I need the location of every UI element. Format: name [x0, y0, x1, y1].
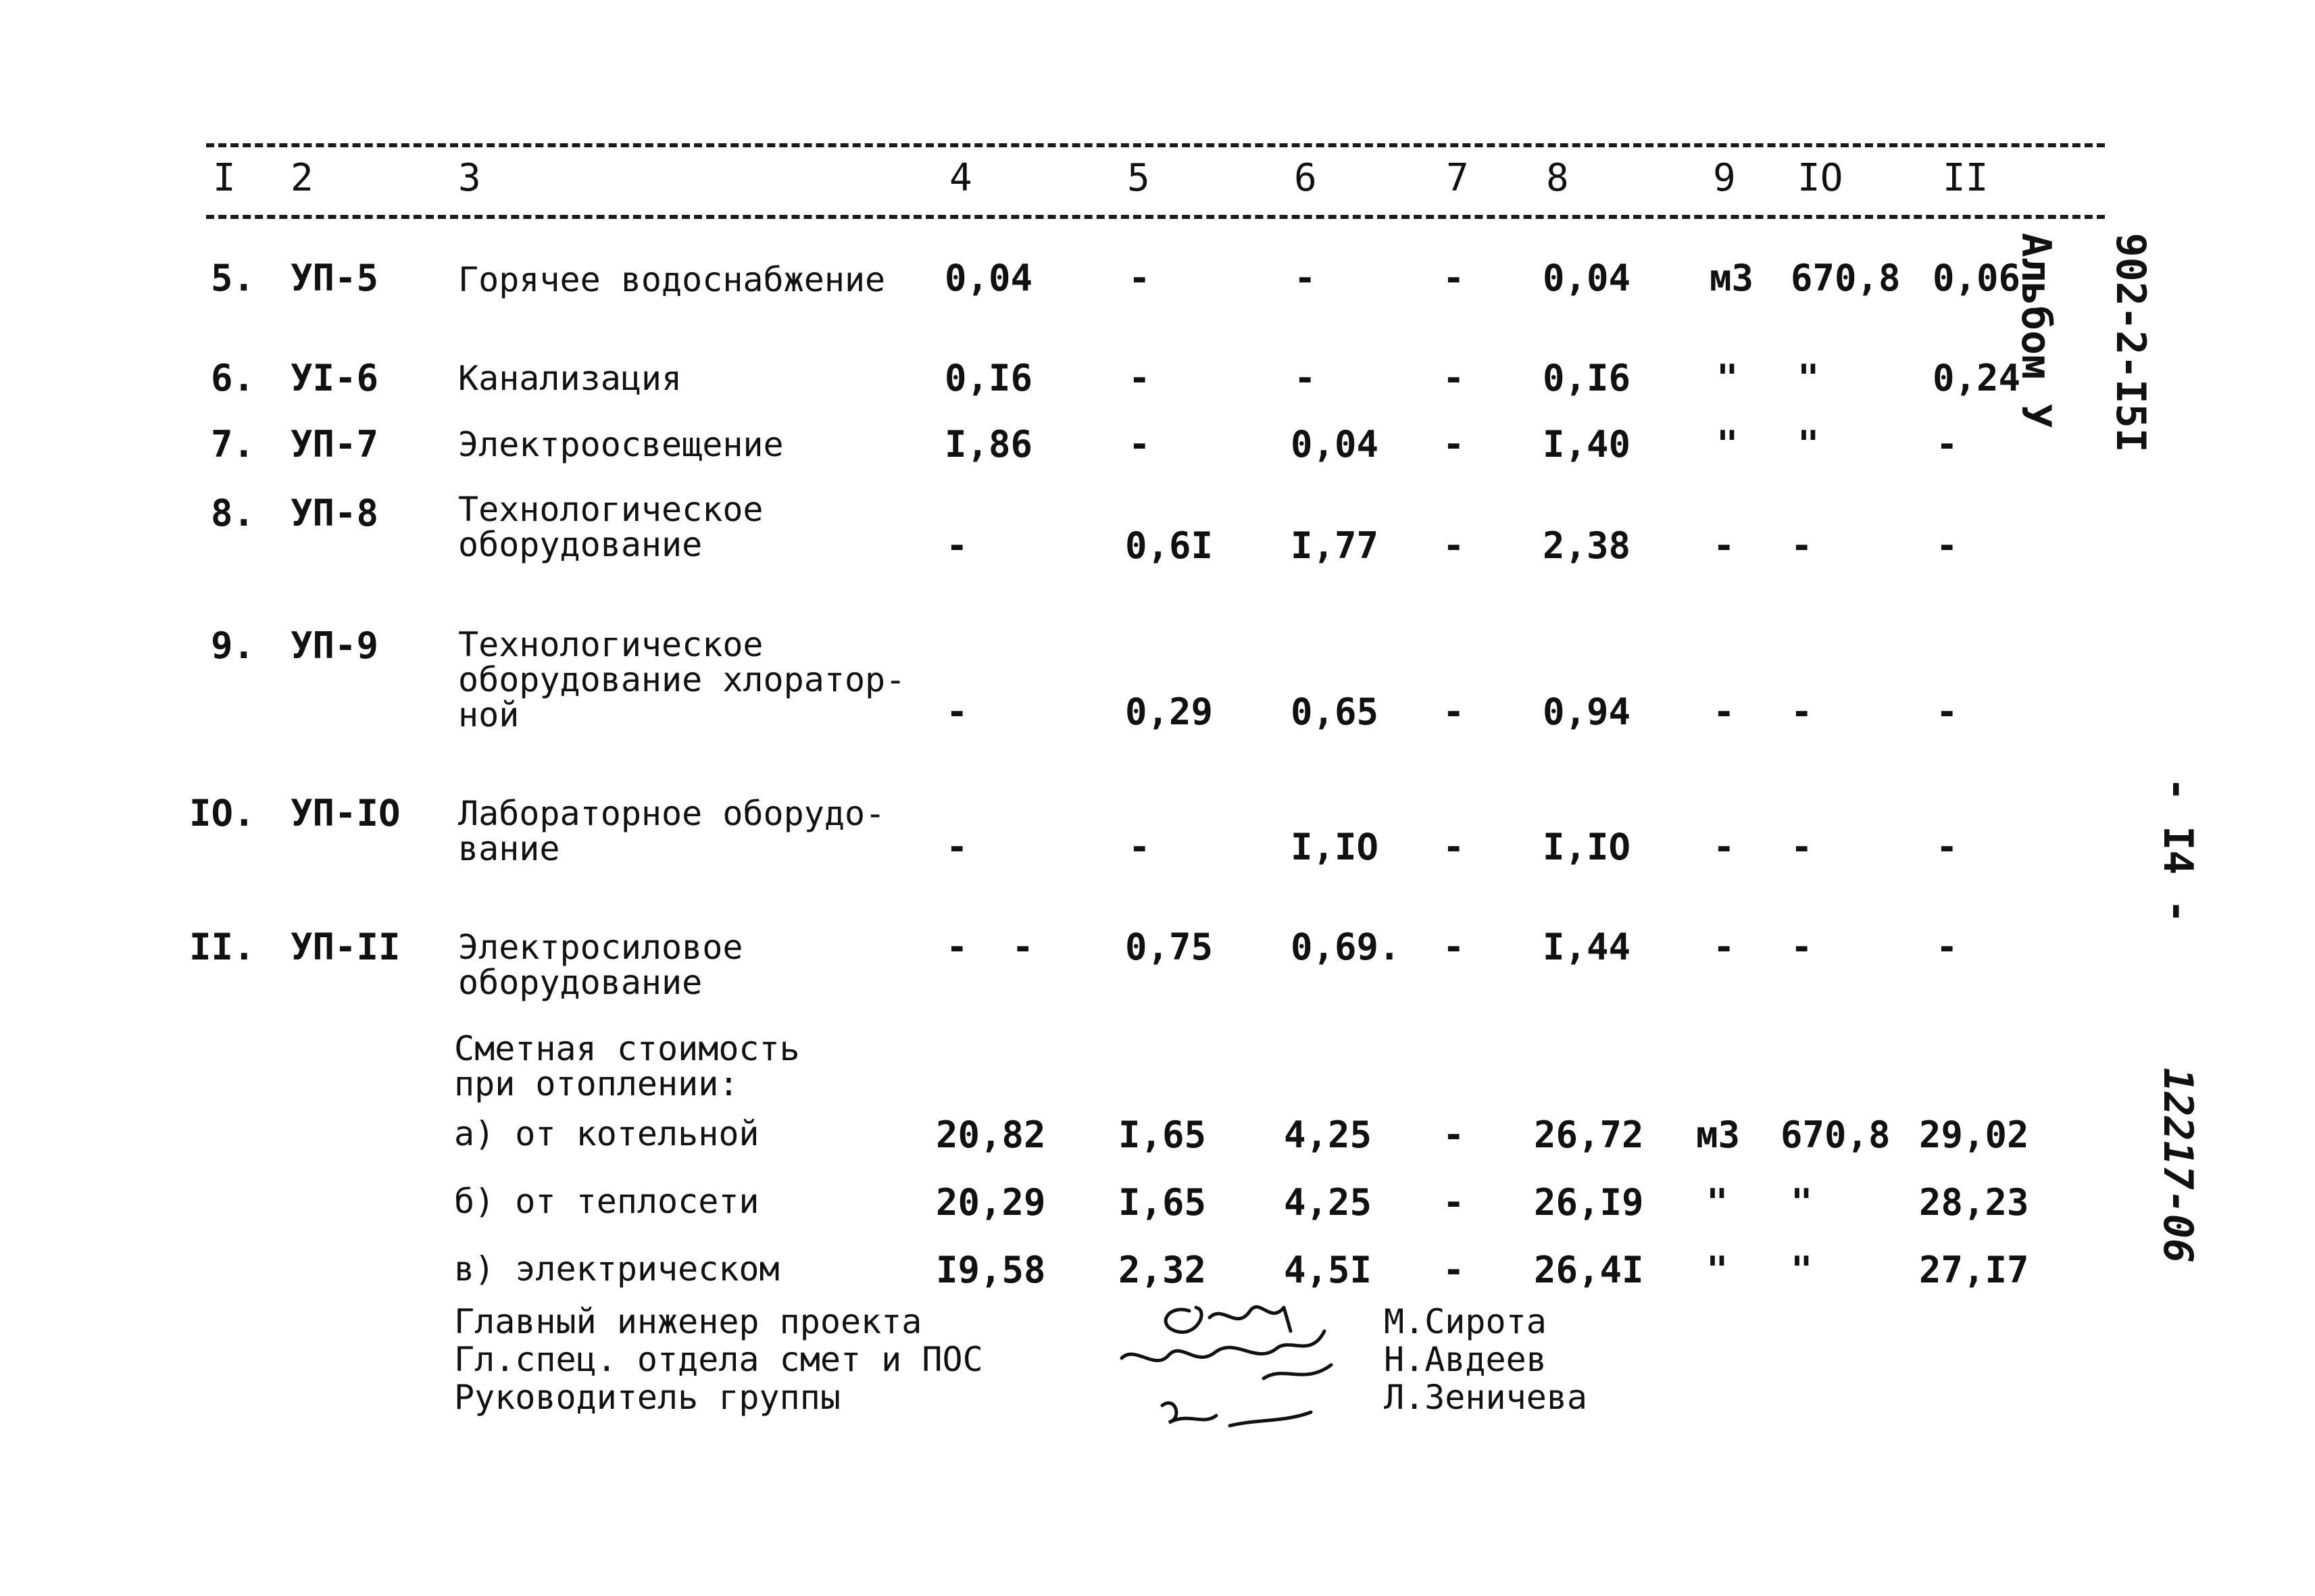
row-code: УI-6 — [291, 357, 379, 399]
cell-col5: - — [1128, 423, 1151, 466]
cell-col4: - — [946, 826, 968, 868]
cell-col4: 20,82 — [936, 1114, 1046, 1156]
header-bottom-rule — [206, 215, 2105, 219]
cell-col5: 2,32 — [1118, 1249, 1207, 1291]
row-name-line2: оборудование хлоратор- — [458, 660, 906, 699]
cell-col5: I,65 — [1118, 1181, 1207, 1224]
row-code: УП-II — [291, 926, 401, 968]
cell-col7: - — [1443, 1114, 1465, 1156]
cell-col8: 2,38 — [1543, 524, 1631, 567]
summary-label: б) от теплосети — [454, 1182, 760, 1221]
cell-col4: 20,29 — [936, 1181, 1046, 1224]
cell-col10: - — [1791, 926, 1813, 968]
cell-col5: 0,6I — [1125, 524, 1214, 567]
side-stamp-number: 12217-06 — [2154, 1068, 2201, 1263]
signature-role: Гл.спец. отдела смет и ПОС — [454, 1340, 983, 1379]
column-header-5: 5 — [1127, 156, 1150, 200]
cell-col10: - — [1791, 524, 1813, 567]
column-header-4: 4 — [949, 156, 972, 200]
row-name-line3: ной — [458, 695, 520, 734]
cell-col10: - — [1791, 826, 1813, 868]
cell-col5: 0,75 — [1125, 926, 1214, 968]
cell-col7: - — [1443, 926, 1465, 968]
cell-col9: - — [1713, 826, 1735, 868]
cell-col11: - — [1936, 691, 1958, 733]
row-name-line2: оборудование — [458, 963, 703, 1002]
side-document-code — [1965, 135, 2201, 453]
cell-col6: I,IO — [1291, 826, 1379, 868]
cell-col5: - — [1128, 357, 1151, 399]
row-name-line2: оборудование — [458, 525, 703, 564]
cell-col6: 4,25 — [1284, 1181, 1372, 1224]
cell-col11: 28,23 — [1919, 1181, 2029, 1224]
cell-col7: - — [1443, 1181, 1465, 1224]
row-name-line1: Технологическое — [458, 490, 764, 529]
column-header-2: 2 — [291, 156, 314, 200]
summary-label: в) электрическом — [454, 1249, 780, 1289]
row-number: 8. — [211, 492, 255, 534]
cell-col5: - — [1128, 826, 1151, 868]
cell-col9: м3 — [1710, 257, 1754, 299]
signature-role: Главный инженер проекта — [454, 1302, 922, 1341]
cell-col10: 670,8 — [1781, 1114, 1891, 1156]
cell-col6: 4,25 — [1284, 1114, 1372, 1156]
side-page-number: - I4 - — [2154, 777, 2201, 924]
row-name-line1: Электросиловое — [458, 928, 743, 967]
cell-col6: I,77 — [1291, 524, 1379, 567]
cell-col11: 0,06 — [1933, 257, 2021, 299]
album-label: Альбом У — [2012, 232, 2060, 428]
cell-col8: I,IO — [1543, 826, 1631, 868]
cell-col11: 27,I7 — [1919, 1249, 2029, 1291]
document-code: 902-2-I5I — [2107, 232, 2154, 453]
cell-col11: - — [1936, 826, 1958, 868]
row-code: УП-9 — [291, 624, 379, 667]
row-number: 7. — [211, 423, 255, 466]
cell-col9: " — [1716, 423, 1739, 466]
cell-col7: - — [1443, 524, 1465, 567]
column-header-10: IO — [1797, 156, 1843, 200]
cell-col9: - — [1713, 691, 1735, 733]
row-name: Канализация — [458, 359, 682, 398]
cell-col9: - — [1713, 926, 1735, 968]
row-code: УП-5 — [291, 257, 379, 299]
signature-name: М.Сирота — [1384, 1302, 1547, 1341]
handwritten-signature — [1108, 1284, 1365, 1446]
cell-col4: - — [946, 691, 968, 733]
cell-col6: - — [1294, 357, 1316, 399]
cell-col6: 4,5I — [1284, 1249, 1372, 1291]
cell-col8: 0,94 — [1543, 691, 1631, 733]
cell-col7: - — [1443, 691, 1465, 733]
cell-col8: 26,I9 — [1534, 1181, 1644, 1224]
cell-col4: - - — [946, 926, 1035, 968]
cell-col8: I,40 — [1543, 423, 1631, 466]
column-header-11: II — [1943, 156, 1989, 200]
cell-col9: " — [1716, 357, 1739, 399]
column-header-1: I — [213, 156, 236, 200]
cell-col7: - — [1443, 257, 1465, 299]
cell-col8: I,44 — [1543, 926, 1631, 968]
cell-col11: 0,24 — [1933, 357, 2021, 399]
signature-role: Руководитель группы — [454, 1378, 841, 1417]
cell-col10: " — [1791, 1181, 1813, 1224]
signature-name: Н.Авдеев — [1384, 1340, 1547, 1379]
row-number: II. — [189, 926, 255, 968]
cell-col6: 0,69. — [1291, 926, 1401, 968]
row-name-line2: вание — [458, 829, 560, 868]
cell-col10: " — [1791, 1249, 1813, 1291]
summary-label: а) от котельной — [454, 1114, 760, 1153]
column-header-6: 6 — [1294, 156, 1317, 200]
header-top-rule — [206, 143, 2105, 147]
column-header-9: 9 — [1713, 156, 1736, 200]
cell-col9: " — [1706, 1249, 1728, 1291]
cell-col6: 0,65 — [1291, 691, 1379, 733]
cell-col4: I9,58 — [936, 1249, 1046, 1291]
row-name-line1: Лабораторное оборудо- — [458, 794, 886, 833]
cell-col4: 0,04 — [945, 257, 1033, 299]
row-number: 9. — [211, 624, 255, 667]
cell-col6: 0,04 — [1291, 423, 1379, 466]
cell-col10: 670,8 — [1791, 257, 1901, 299]
cell-col11: 29,02 — [1919, 1114, 2029, 1156]
row-number: IO. — [189, 792, 255, 834]
cell-col5: I,65 — [1118, 1114, 1207, 1156]
cell-col7: - — [1443, 357, 1465, 399]
column-header-8: 8 — [1546, 156, 1569, 200]
row-number: 6. — [211, 357, 255, 399]
cell-col8: 0,I6 — [1543, 357, 1631, 399]
row-code: УП-7 — [291, 423, 379, 466]
cell-col9: " — [1706, 1181, 1728, 1224]
cell-col11: - — [1936, 524, 1958, 567]
cell-col9: м3 — [1696, 1114, 1741, 1156]
cell-col7: - — [1443, 1249, 1465, 1291]
cell-col11: - — [1936, 423, 1958, 466]
cell-col4: I,86 — [945, 423, 1033, 466]
cell-col10: " — [1797, 423, 1820, 466]
summary-title-line1: Сметная стоимость — [454, 1029, 800, 1068]
row-name-line1: Технологическое — [458, 625, 764, 664]
cell-col6: - — [1294, 257, 1316, 299]
cell-col8: 26,72 — [1534, 1114, 1644, 1156]
column-header-3: 3 — [458, 156, 481, 200]
cell-col7: - — [1443, 826, 1465, 868]
cell-col4: 0,I6 — [945, 357, 1033, 399]
cell-col7: - — [1443, 423, 1465, 466]
cell-col9: - — [1713, 524, 1735, 567]
cell-col4: - — [946, 524, 968, 567]
row-number: 5. — [211, 257, 255, 299]
summary-title-line2: при отоплении: — [454, 1064, 739, 1103]
cell-col8: 26,4I — [1534, 1249, 1644, 1291]
cell-col5: 0,29 — [1125, 691, 1214, 733]
row-name: Горячее водоснабжение — [458, 260, 886, 299]
cell-col5: - — [1128, 257, 1151, 299]
row-name: Электроосвещение — [458, 425, 784, 464]
cell-col10: - — [1791, 691, 1813, 733]
cell-col10: " — [1797, 357, 1820, 399]
row-code: УП-IO — [291, 792, 401, 834]
cell-col11: - — [1936, 926, 1958, 968]
row-code: УП-8 — [291, 492, 379, 534]
signature-name: Л.Зеничева — [1384, 1378, 1588, 1417]
column-header-7: 7 — [1446, 156, 1469, 200]
cell-col8: 0,04 — [1543, 257, 1631, 299]
